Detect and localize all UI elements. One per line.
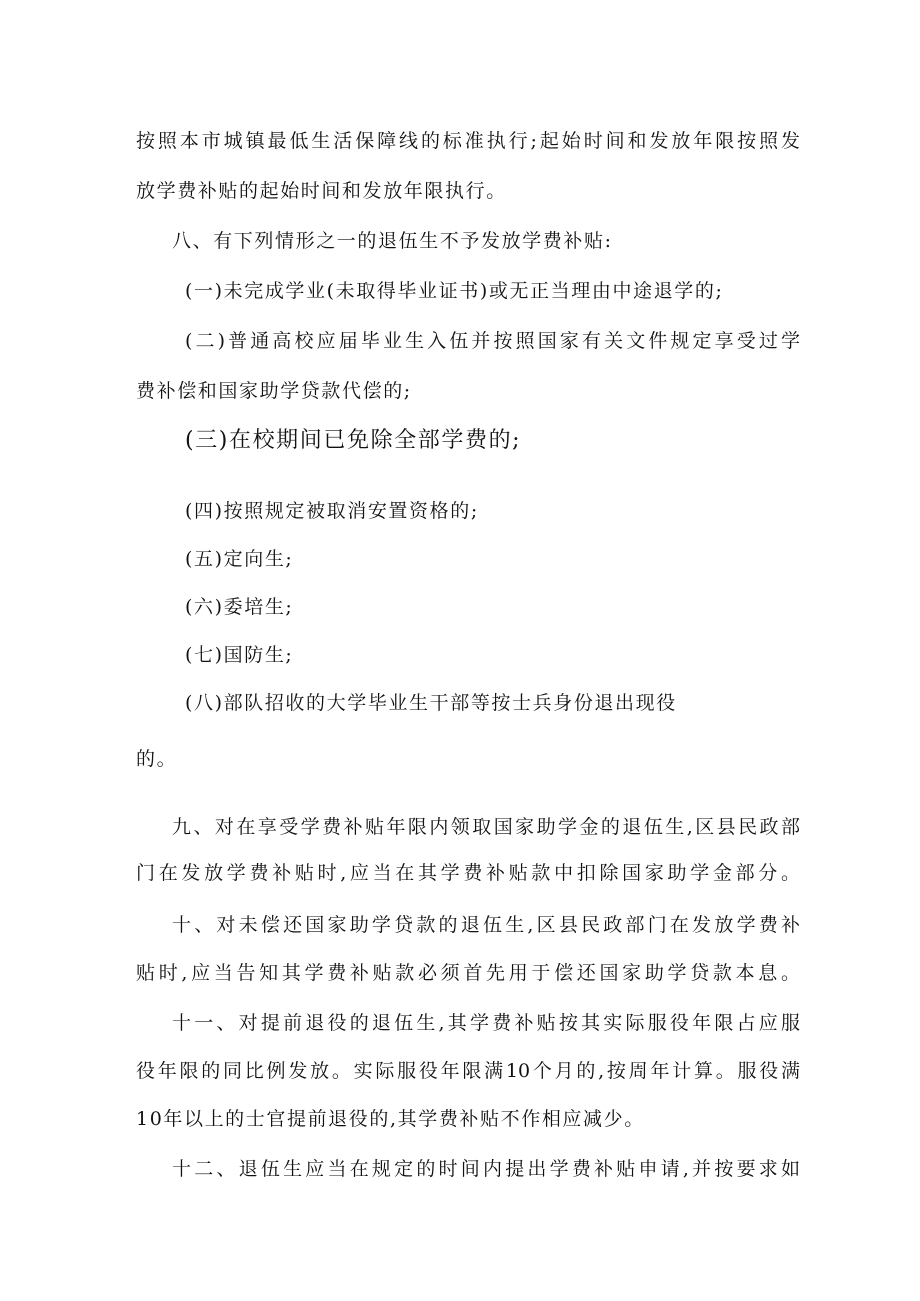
- item-1: (一)未完成学业(未取得毕业证书)或无正当理由中途退学的;: [185, 280, 724, 302]
- section-11-line-3: 10年以上的士官提前退役的,其学费补贴不作相应减少。: [136, 1108, 645, 1130]
- item-5: (五)定向生;: [185, 548, 294, 570]
- paragraph-line-2: 放学费补贴的起始时间和发放年限执行。: [136, 180, 507, 202]
- section-9-line-1: 九、对在享受学费补贴年限内领取国家助学金的退伍生,区县民政部: [172, 816, 800, 838]
- section-9-line-2: 门在发放学费补贴时,应当在其学费补贴款中扣除国家助学金部分。: [136, 862, 800, 884]
- item-3: (三)在校期间已免除全部学费的;: [185, 428, 522, 453]
- paragraph-line-1: 按照本市城镇最低生活保障线的标准执行;起始时间和发放年限按照发: [136, 130, 800, 152]
- item-6: (六)委培生;: [185, 596, 294, 618]
- item-2-line-2: 费补偿和国家助学贷款代偿的;: [136, 380, 412, 402]
- item-8-line-2: 的。: [136, 748, 178, 770]
- section-12-line-1: 十二、退伍生应当在规定的时间内提出学费补贴申请,并按要求如: [172, 1158, 800, 1180]
- section-11-line-1: 十一、对提前退役的退伍生,其学费补贴按其实际服役年限占应服: [172, 1012, 800, 1034]
- item-8-line-1: (八)部队招收的大学毕业生干部等按士兵身份退出现役: [185, 692, 677, 714]
- section-10-line-2: 贴时,应当告知其学费补贴款必须首先用于偿还国家助学贷款本息。: [136, 962, 800, 984]
- section-11-line-2: 役年限的同比例发放。实际服役年限满10个月的,按周年计算。服役满: [136, 1060, 800, 1082]
- section-10-line-1: 十、对未偿还国家助学贷款的退伍生,区县民政部门在发放学费补: [172, 914, 800, 936]
- section-8-heading: 八、有下列情形之一的退伍生不予发放学费补贴:: [172, 230, 613, 252]
- item-7: (七)国防生;: [185, 644, 294, 666]
- item-4: (四)按照规定被取消安置资格的;: [185, 500, 479, 522]
- item-2-line-1: (二)普通高校应届毕业生入伍并按照国家有关文件规定享受过学: [185, 330, 800, 352]
